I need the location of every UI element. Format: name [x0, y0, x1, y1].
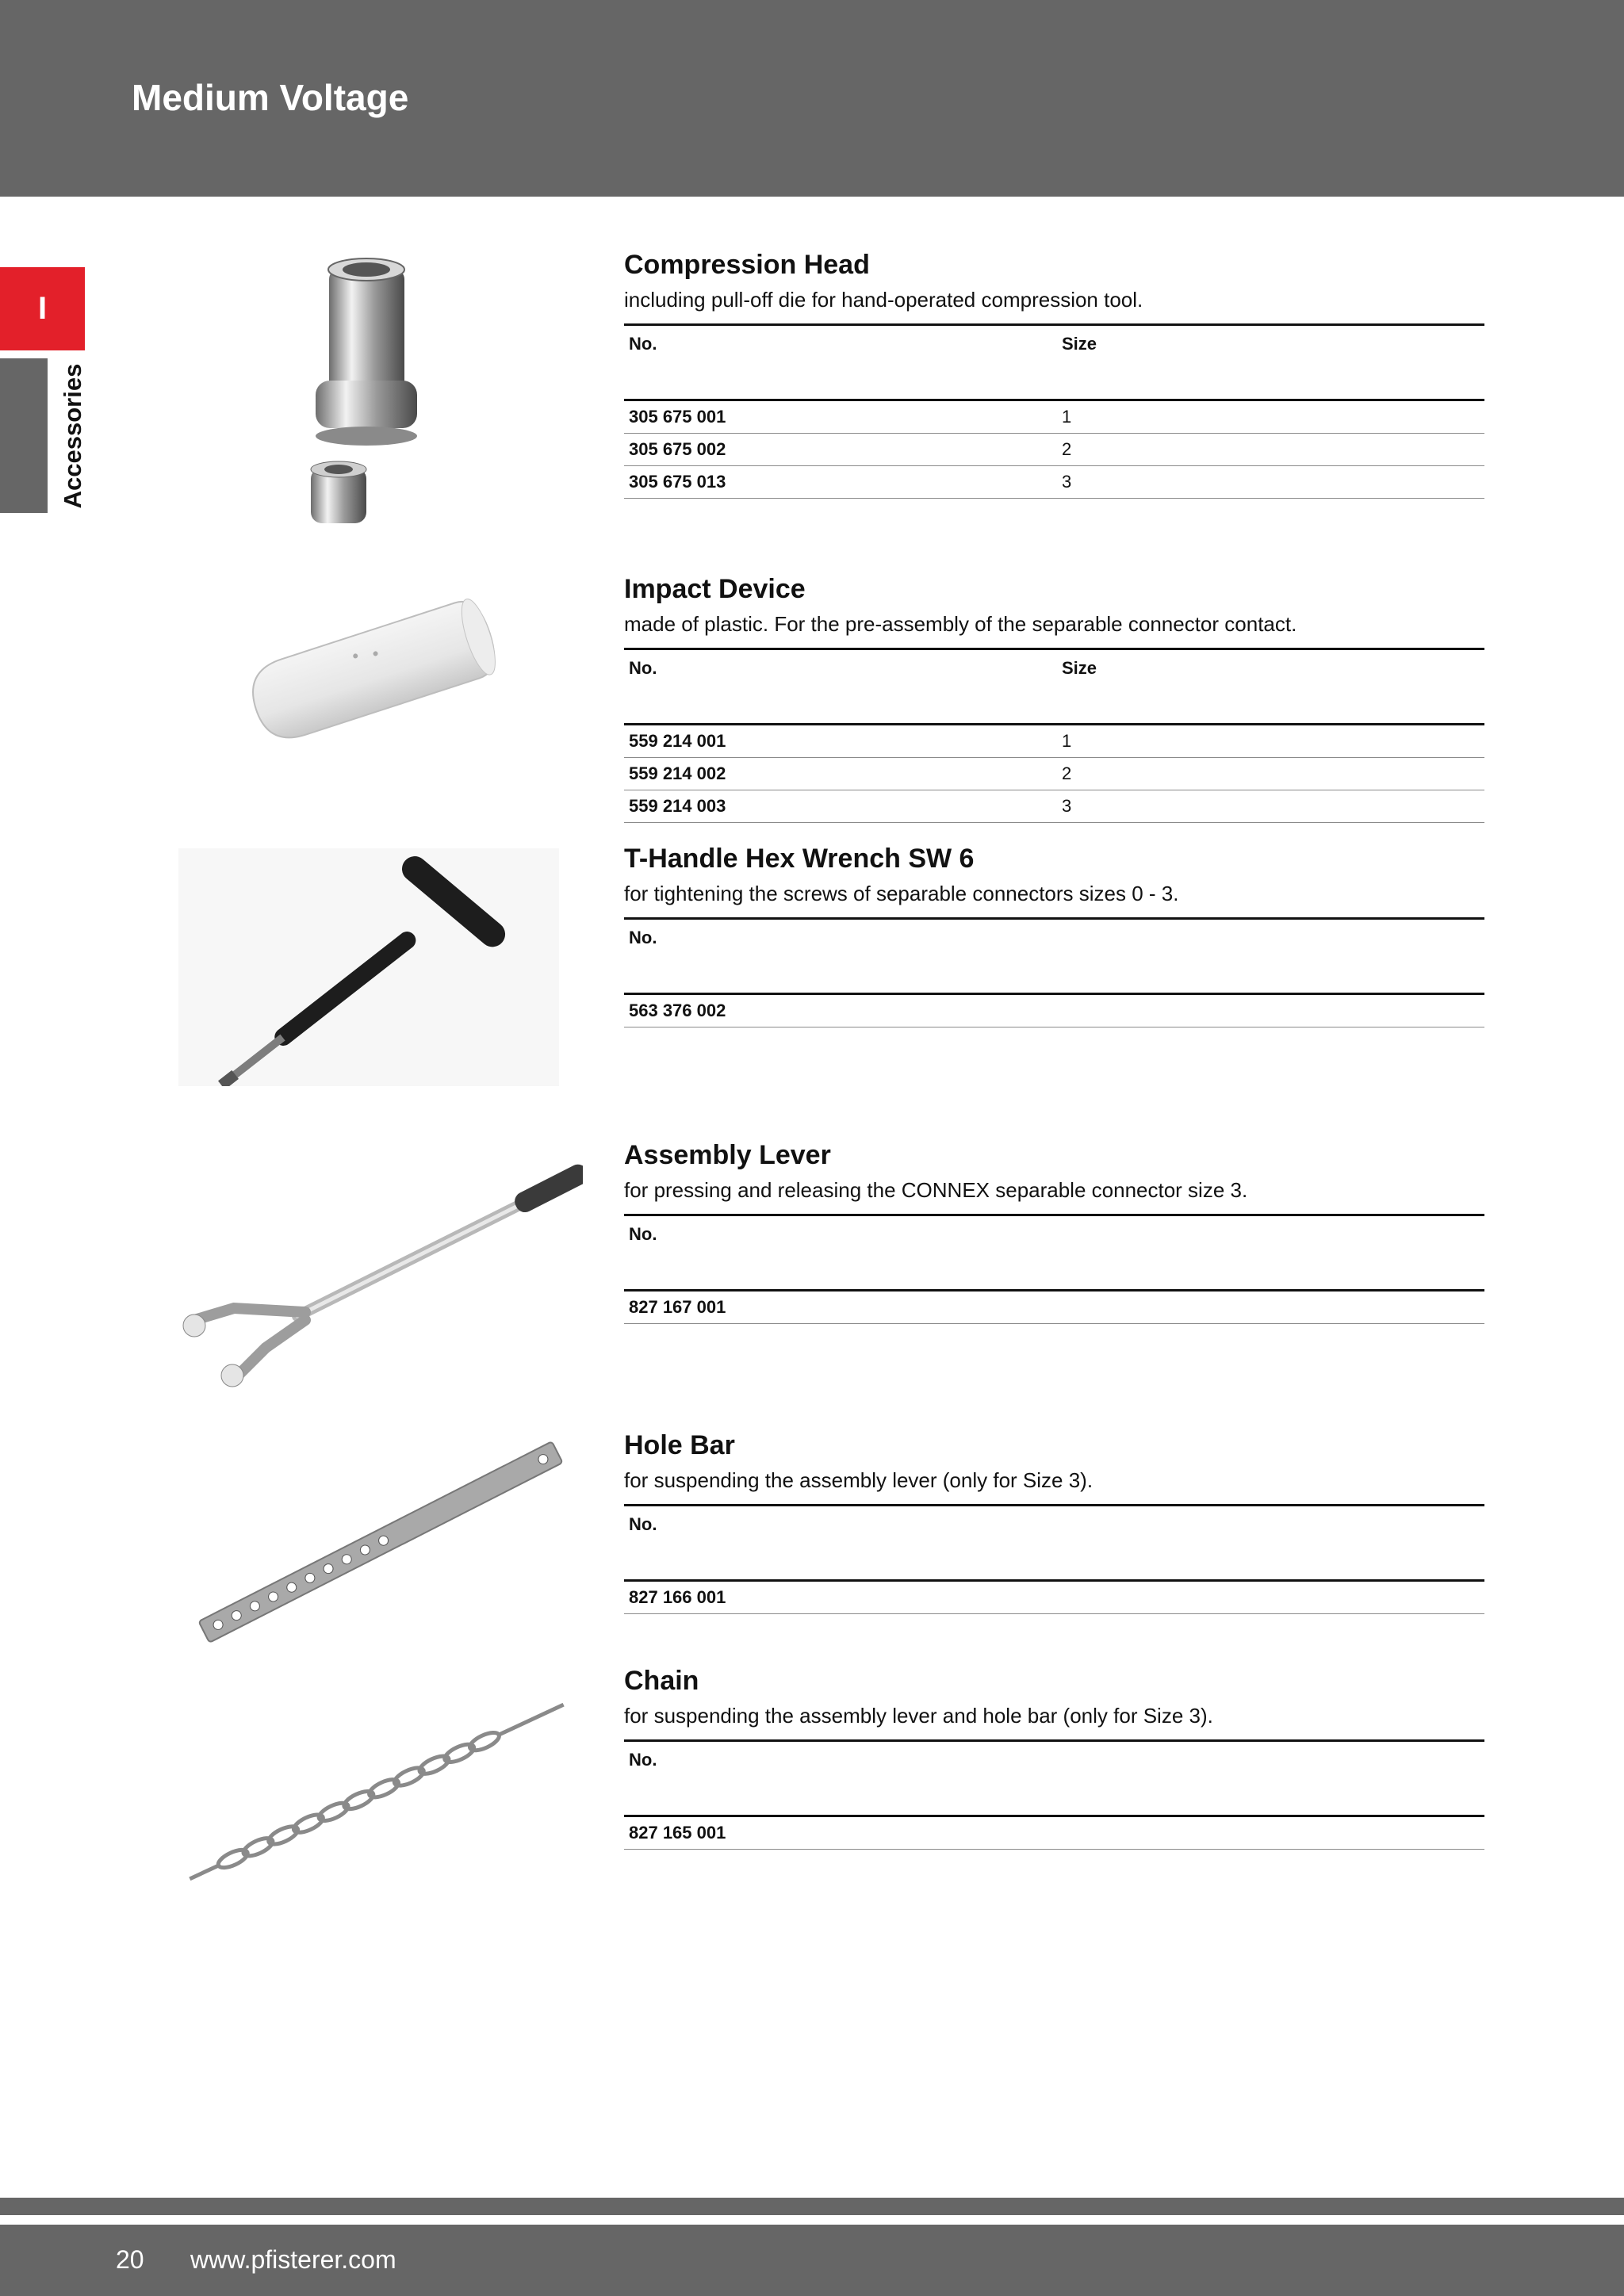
product-hole-bar [624, 1429, 1484, 1614]
part-number: 827 167 001 [624, 1291, 1484, 1324]
table-row [624, 400, 1484, 434]
product-title: Compression Head [624, 250, 870, 280]
section-tab-letter: I [0, 267, 85, 350]
size-value: 3 [1057, 790, 1484, 823]
column-header: No. [624, 649, 1057, 725]
footer-stripe [0, 2198, 1624, 2215]
page-title: Medium Voltage [132, 77, 409, 118]
product-impact-device [624, 573, 1484, 823]
table-row [624, 994, 1484, 1027]
column-header: Size [1057, 325, 1484, 400]
table-header-row [624, 1506, 1484, 1581]
product-description: for pressing and releasing the CONNEX separable connector size 3. [624, 1178, 1248, 1202]
product-title: Assembly Lever [624, 1140, 831, 1170]
spec-table [624, 917, 1484, 1027]
table-row [624, 466, 1484, 499]
product-description: for suspending the assembly lever (only for Size 3). [624, 1468, 1094, 1492]
table-header-row [624, 325, 1484, 400]
part-number: 305 675 013 [624, 466, 1057, 499]
compression-head-image [293, 246, 452, 555]
product-title: Chain [624, 1666, 699, 1696]
table-header-row [624, 649, 1484, 725]
part-number: 305 675 002 [624, 434, 1057, 466]
table-header-row [624, 919, 1484, 994]
column-header: No. [624, 1741, 1484, 1816]
footer-url[interactable]: www.pfisterer.com [190, 2245, 396, 2274]
product-description: for suspending the assembly lever and hole bar (only for Size 3). [624, 1704, 1213, 1728]
part-number: 305 675 001 [624, 400, 1057, 434]
product-t-handle-hex-wrench [624, 843, 1484, 1027]
spec-table [624, 648, 1484, 823]
spec-table [624, 323, 1484, 499]
size-value: 1 [1057, 400, 1484, 434]
table-row [624, 725, 1484, 758]
column-header: No. [624, 325, 1057, 400]
product-description: for tightening the screws of separable connectors sizes 0 - 3. [624, 882, 1179, 905]
impact-device-image [234, 575, 519, 765]
product-description: including pull-off die for hand-operated compression tool. [624, 288, 1143, 312]
table-row [624, 1581, 1484, 1614]
hole-bar-image [182, 1427, 579, 1657]
column-header: No. [624, 1506, 1484, 1581]
section-tab-label: Accessories [59, 363, 86, 509]
table-row [624, 758, 1484, 790]
table-header-row [624, 1215, 1484, 1291]
table-header-row [624, 1741, 1484, 1816]
size-value: 2 [1057, 434, 1484, 466]
table-row [624, 1816, 1484, 1850]
spec-table [624, 1504, 1484, 1614]
part-number: 559 214 001 [624, 725, 1057, 758]
table-row [624, 790, 1484, 823]
page-number: 20 [116, 2245, 144, 2274]
spec-table [624, 1739, 1484, 1850]
column-header: No. [624, 919, 1484, 994]
table-row [624, 1291, 1484, 1324]
assembly-lever-image [170, 1158, 583, 1395]
t-handle-wrench-image [178, 848, 559, 1086]
part-number: 559 214 002 [624, 758, 1057, 790]
product-title: Hole Bar [624, 1430, 735, 1460]
column-header: Size [1057, 649, 1484, 725]
column-header: No. [624, 1215, 1484, 1291]
section-tab-bar [0, 358, 48, 513]
product-assembly-lever [624, 1139, 1484, 1324]
part-number: 563 376 002 [624, 994, 1484, 1027]
part-number: 827 165 001 [624, 1816, 1484, 1850]
product-compression-head [624, 249, 1484, 499]
part-number: 827 166 001 [624, 1581, 1484, 1614]
product-title: Impact Device [624, 574, 806, 604]
size-value: 2 [1057, 758, 1484, 790]
size-value: 1 [1057, 725, 1484, 758]
spec-table [624, 1214, 1484, 1324]
product-description: made of plastic. For the pre-assembly of the separable connector contact. [624, 612, 1297, 636]
part-number: 559 214 003 [624, 790, 1057, 823]
product-title: T-Handle Hex Wrench SW 6 [624, 844, 975, 874]
product-chain [624, 1665, 1484, 1850]
chain-image [170, 1689, 583, 1895]
table-row [624, 434, 1484, 466]
size-value: 3 [1057, 466, 1484, 499]
